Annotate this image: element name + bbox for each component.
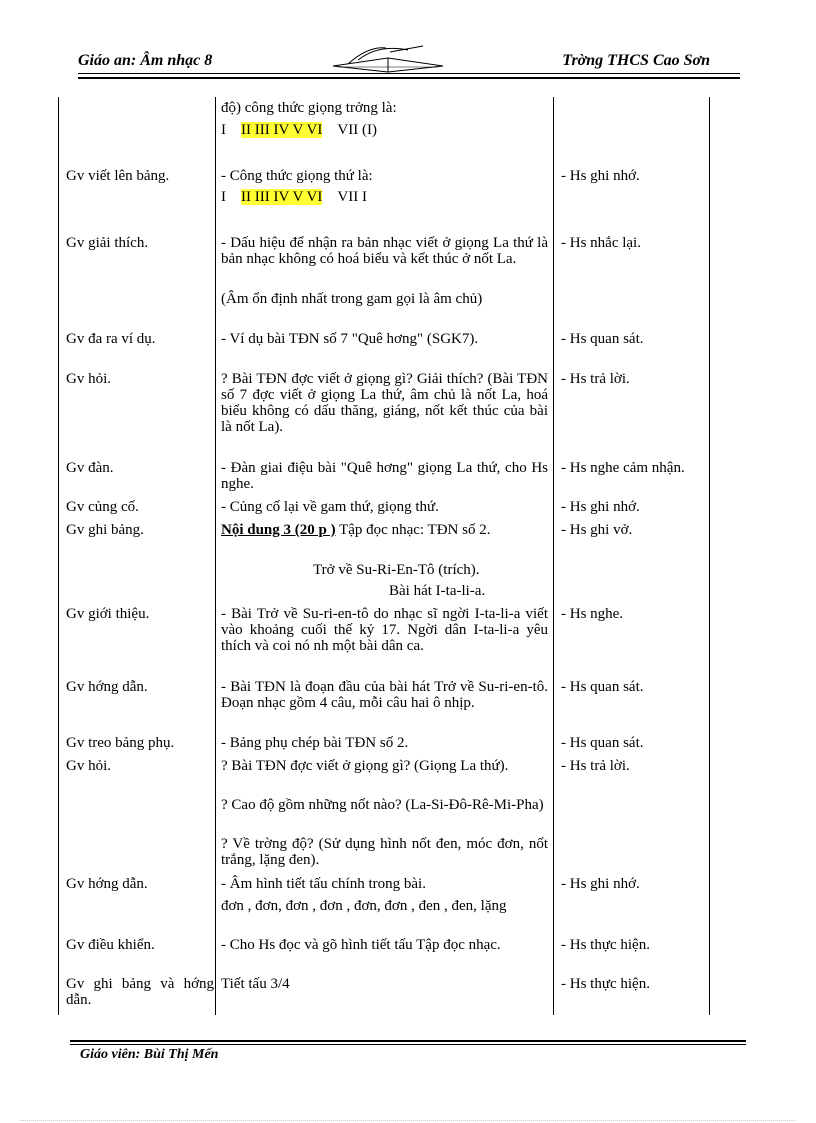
student-action: - Hs ghi nhớ. — [561, 876, 640, 892]
content-cell: ? Bài TĐN đợc viết ở giọng gì? Giải thích? (Bài TĐN số 7 đợc viết ở giọng La thứ, âm chủ là nốt La, hoá biểu không có dấu thăng, giáng, nốt kết thúc của bài là nốt La). — [221, 371, 548, 435]
formula-degree: I — [221, 189, 226, 205]
student-action: - Hs nghe. — [561, 606, 624, 622]
footer-rule-thick — [70, 1040, 746, 1042]
footer-teacher-name: Giáo viên: Bùi Thị Mến — [80, 1047, 219, 1062]
teacher-action: Gv đa ra ví dụ. — [66, 331, 156, 347]
student-action: - Hs quan sát. — [561, 679, 644, 695]
content-cell: - Âm hình tiết tấu chính trong bài. — [221, 876, 426, 892]
content-cell: - Củng cố lại về gam thứ, giọng thứ. — [221, 499, 439, 515]
content-cell: ? Cao độ gồm những nốt nào? (La-Si-Đô-Rê-Mi-Pha) — [221, 797, 544, 813]
content-cell: - Dấu hiệu để nhận ra bản nhạc viết ở giọng La thứ là bản nhạc không có hoá biểu và kết thúc ở nốt La. — [221, 235, 548, 267]
content-cell: - Đàn giai điệu bài "Quê hơng" giọng La thứ, cho Hs nghe. — [221, 460, 548, 492]
content-cell: - Ví dụ bài TĐN số 7 "Quê hơng" (SGK7). — [221, 331, 479, 347]
header-lesson-title: Giáo an: Âm nhạc 8 — [78, 52, 213, 69]
student-action: - Hs nghe cảm nhận. — [561, 460, 685, 476]
content-cell: độ) công thức giọng trởng là: — [221, 100, 397, 116]
table-border-col1 — [215, 97, 216, 1015]
teacher-action: Gv củng cố. — [66, 499, 139, 515]
content-cell: - Bài Trở về Su-ri-en-tô do nhạc sĩ ngời I-ta-li-a viết vào khoảng cuối thế kỷ 17. Ngời dân I-ta-li-a yêu thích và coi nó nh một bài dân ca. — [221, 606, 548, 654]
formula-minor — [221, 189, 548, 205]
page-bottom-dotted-rule — [20, 1120, 796, 1121]
teacher-action: Gv viết lên bảng. — [66, 168, 170, 184]
table-border-left — [58, 97, 59, 1015]
page-footer — [70, 1040, 746, 1063]
content-cell: Tiết tấu 3/4 — [221, 976, 290, 992]
teacher-action: Gv đàn. — [66, 460, 114, 476]
table-border-col2 — [553, 97, 554, 1015]
teacher-action: Gv giới thiệu. — [66, 606, 150, 622]
header-rule — [78, 73, 740, 74]
content-cell — [221, 522, 548, 538]
page-header — [78, 44, 740, 84]
teacher-action: Gv treo bảng phụ. — [66, 735, 175, 751]
content-cell: (Âm ổn định nhất trong gam gọi là âm chủ) — [221, 291, 483, 307]
content-cell: - Bài TĐN là đoạn đầu của bài hát Trở về Su-ri-en-tô. Đoạn nhạc gồm 4 câu, mỗi câu hai ô nhịp. — [221, 679, 548, 711]
header-rule-thick — [78, 77, 740, 79]
student-action: - Hs ghi nhớ. — [561, 499, 640, 515]
teacher-action: Gv hớng dẫn. — [66, 679, 148, 695]
content-cell: đơn , đơn, đơn , đơn , đơn, đơn , đen , đen, lặng — [221, 898, 507, 914]
content-cell: ? Về trờng độ? (Sử dụng hình nốt đen, móc đơn, nốt trắng, lặng đen). — [221, 836, 548, 868]
teacher-action: Gv hỏi. — [66, 758, 111, 774]
student-action: - Hs trả lời. — [561, 758, 630, 774]
section-heading: Nội dung 3 (20 p ) — [221, 522, 336, 538]
teacher-action: Gv giải thích. — [66, 235, 149, 251]
formula-highlight: II III IV V VI — [241, 122, 323, 138]
song-origin: Bài hát I-ta-li-a. — [389, 583, 486, 599]
song-title: Trở về Su-Ri-En-Tô (trích). — [313, 562, 480, 578]
content-cell: ? Bài TĐN đợc viết ở giọng gì? (Giọng La thứ). — [221, 758, 509, 774]
student-action: - Hs ghi vở. — [561, 522, 633, 538]
student-action: - Hs quan sát. — [561, 331, 644, 347]
content-cell: - Cho Hs đọc và gõ hình tiết tấu Tập đọc nhạc. — [221, 937, 501, 953]
teacher-action: Gv ghi bảng. — [66, 522, 144, 538]
teacher-action: Gv ghi bảng và hớng dẫn. — [66, 976, 214, 1008]
teacher-action: Gv hớng dẫn. — [66, 876, 148, 892]
footer-rule — [70, 1044, 746, 1045]
student-action: - Hs ghi nhớ. — [561, 168, 640, 184]
student-action: - Hs quan sát. — [561, 735, 644, 751]
teacher-action: Gv hỏi. — [66, 371, 111, 387]
student-action: - Hs thực hiện. — [561, 937, 650, 953]
student-action: - Hs thực hiện. — [561, 976, 650, 992]
book-logo-icon — [328, 44, 448, 74]
formula-highlight: II III IV V VI — [241, 189, 323, 205]
formula-degree: I — [221, 122, 226, 138]
student-action: - Hs nhắc lại. — [561, 235, 641, 251]
header-school-name: Trờng THCS Cao Sơn — [562, 52, 710, 69]
formula-degree: VII (I) — [337, 122, 377, 138]
formula-major — [221, 122, 548, 138]
content-cell: - Công thức giọng thứ là: — [221, 168, 373, 184]
content-cell: - Bảng phụ chép bài TĐN số 2. — [221, 735, 409, 751]
formula-degree: VII I — [337, 189, 367, 205]
teacher-action: Gv điều khiển. — [66, 937, 155, 953]
student-action: - Hs trả lời. — [561, 371, 630, 387]
section-title: Tập đọc nhạc: TĐN số 2. — [335, 522, 491, 538]
table-border-right — [709, 97, 710, 1015]
